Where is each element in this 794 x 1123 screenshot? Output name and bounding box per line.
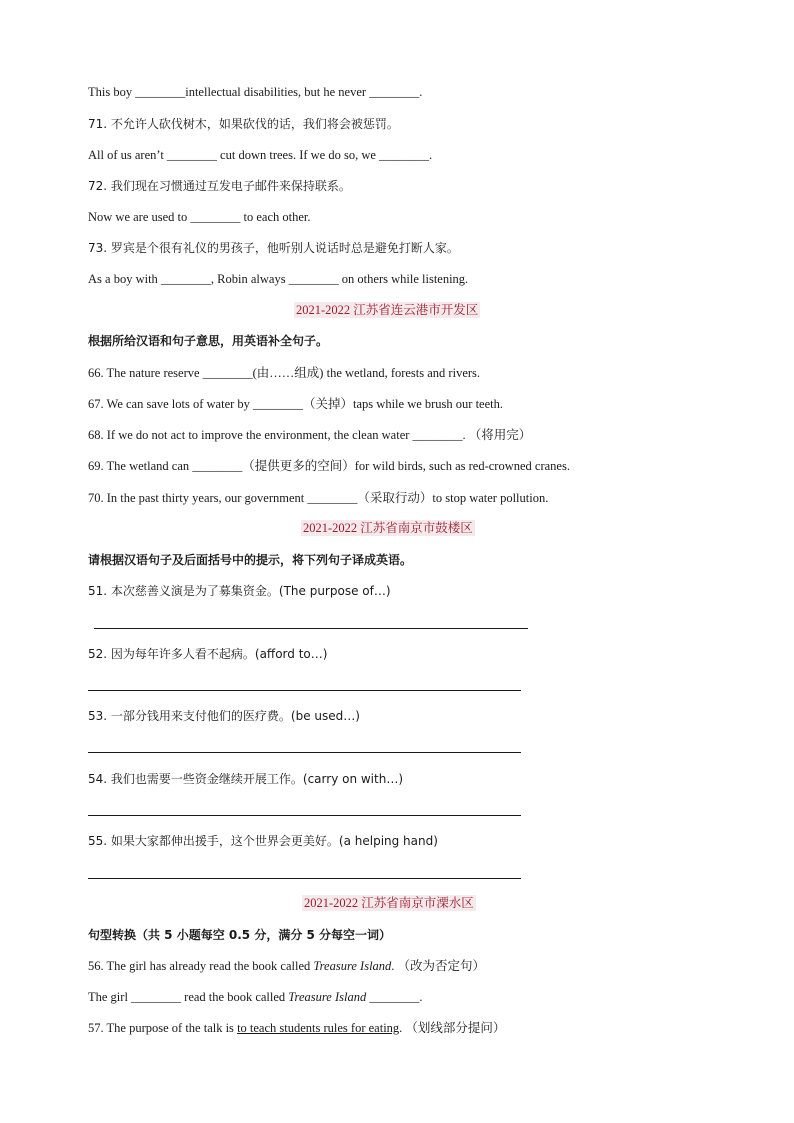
answer-line[interactable] <box>94 628 528 629</box>
q57-text: 57. The purpose of the talk is <box>88 1021 238 1035</box>
q56-answer-text: The girl ________ read the book called <box>88 990 289 1004</box>
q56-text: 56. The girl has already read the book called <box>88 959 314 973</box>
answer-line[interactable] <box>88 878 521 879</box>
q72-chinese: 72. 我们现在习惯通过互发电子邮件来保持联系。 <box>88 179 351 193</box>
q55: 55. 如果大家都伸出援手，这个世界会更美好。(a helping hand) <box>88 834 438 848</box>
q56 <box>88 958 485 974</box>
q73-chinese: 73. 罗宾是个很有礼仪的男孩子，他听别人说话时总是避免打断人家。 <box>88 241 459 255</box>
section-header-lianyungang: 2021-2022 江苏省连云港市开发区 <box>296 303 479 317</box>
answer-line[interactable] <box>88 815 521 816</box>
q53: 53. 一部分钱用来支付他们的医疗费。(be used…) <box>88 709 360 723</box>
q56-answer-end: ________. <box>366 990 423 1004</box>
section-header-lishui: 2021-2022 江苏省南京市溧水区 <box>304 896 474 910</box>
q51: 51. 本次慈善义演是为了募集资金。(The purpose of…) <box>88 584 391 598</box>
section-header-gulou: 2021-2022 江苏省南京市鼓楼区 <box>303 521 473 535</box>
q73-english: As a boy with ________, Robin always ________ on others while listening. <box>88 272 469 286</box>
section-instruction: 请根据汉语句子及后面括号中的提示，将下列句子译成英语。 <box>88 553 413 567</box>
q57-underlined-part: to teach students rules for eating <box>237 1021 400 1035</box>
q57 <box>88 1020 505 1036</box>
answer-line[interactable] <box>88 752 521 753</box>
q67: 67. We can save lots of water by ________（关掉）taps while we brush our teeth. <box>88 397 503 411</box>
line-this-boy: This boy ________intellectual disabilities, but he never ________. <box>88 85 423 99</box>
q56-instruction: . （改为否定句） <box>391 959 486 973</box>
q66: 66. The nature reserve ________(由……组成) the wetland, forests and rivers. <box>88 366 481 380</box>
q71-english: All of us aren’t ________ cut down trees. If we do so, we ________. <box>88 148 433 162</box>
q71-chinese: 71. 不允许人砍伐树木，如果砍伐的话，我们将会被惩罚。 <box>88 117 399 131</box>
q72-english: Now we are used to ________ to each other. <box>88 210 311 224</box>
q56-answer <box>88 989 422 1005</box>
q57-instruction: . （划线部分提问） <box>399 1021 506 1035</box>
q56-answer-book-title: Treasure Island <box>288 990 367 1004</box>
q69: 69. The wetland can ________（提供更多的空间）for wild birds, such as red-crowned cranes. <box>88 459 570 473</box>
section-instruction: 句型转换（共 5 小题每空 0.5 分，满分 5 分每空一词） <box>88 928 392 942</box>
q56-book-title: Treasure Island <box>313 959 392 973</box>
q70: 70. In the past thirty years, our government ________（采取行动）to stop water pollution. <box>88 491 549 505</box>
q68: 68. If we do not act to improve the environment, the clean water ________. （将用完） <box>88 428 532 442</box>
answer-line[interactable] <box>88 690 521 691</box>
q52: 52. 因为每年许多人看不起病。(afford to…) <box>88 647 328 661</box>
q54: 54. 我们也需要一些资金继续开展工作。(carry on with…) <box>88 772 404 786</box>
section-instruction: 根据所给汉语和句子意思，用英语补全句子。 <box>88 334 329 348</box>
